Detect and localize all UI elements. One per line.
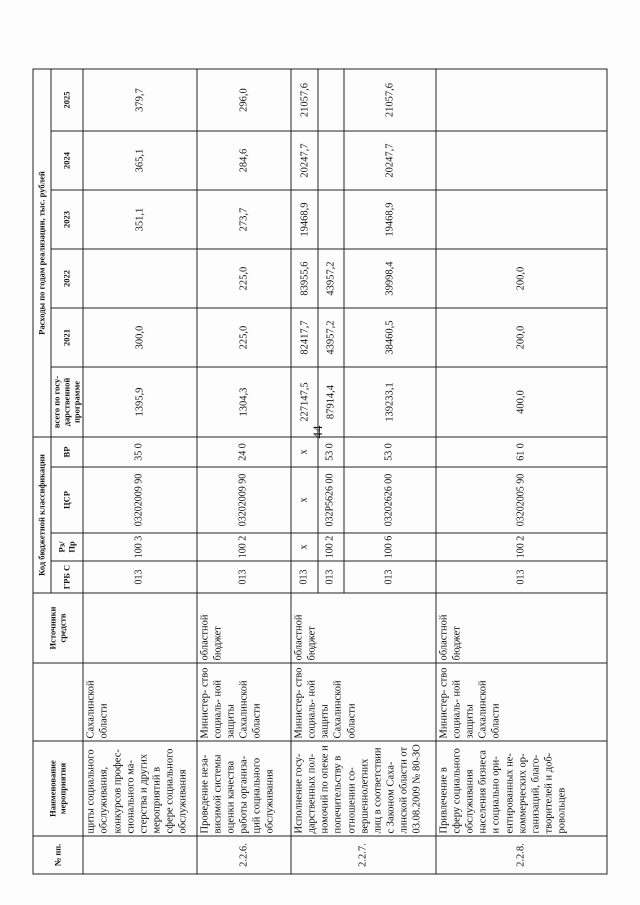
row-2023: 351,1 — [83, 190, 196, 249]
row-2022 — [83, 249, 196, 308]
table-row — [436, 69, 607, 874]
row-2024: 365,1 — [83, 131, 196, 190]
row-rzpr: 100 2 — [436, 533, 607, 561]
row-2024: 20247,7 — [344, 131, 436, 190]
row-2022: 225,0 — [197, 249, 291, 308]
row-2022: 39998,4 — [344, 249, 436, 308]
row-rzpr: 100 2 — [197, 533, 291, 561]
row-2025 — [436, 69, 607, 131]
header-grbs: ГРБ С — [51, 561, 83, 593]
table-row — [197, 69, 291, 874]
row-2021: 225,0 — [197, 308, 291, 367]
row-vr: x — [291, 437, 318, 467]
row-no — [83, 836, 196, 874]
row-2024: 284,6 — [197, 131, 291, 190]
row-2022: 200,0 — [436, 249, 607, 308]
header-year-2024: 2024 — [51, 131, 83, 190]
header-year-2025: 2025 — [51, 69, 83, 131]
row-no: 2.2.6. — [197, 836, 291, 874]
row-csr: 03202005 90 — [436, 467, 607, 533]
row-executor: Сахалинской области — [83, 663, 196, 741]
row-csr: 032P5626 00 — [318, 467, 343, 533]
header-no: № пп. — [33, 836, 83, 874]
rotated-table-wrapper — [33, 70, 608, 875]
row-name: щиты социального обслуживания, конкурсов профес- сионального ма- стерства и других мероприятий в сфере социального обслуживания — [83, 741, 196, 836]
row-2022: 83955,6 — [291, 249, 318, 308]
header-year-2023: 2023 — [51, 190, 83, 249]
row-2025: 21057,6 — [344, 69, 436, 131]
header-name: Наименование мероприятия — [33, 741, 83, 836]
row-total: 400,0 — [436, 367, 607, 437]
row-2021: 82417,7 — [291, 308, 318, 367]
row-csr: x — [291, 467, 318, 533]
header-csr: ЦСР — [51, 467, 83, 533]
row-rzpr: 100 3 — [83, 533, 196, 561]
row-name: Привлечение в сферу социального обслуживания населения бизнеса и социально ори- ентированных не- коммерческих ор- ганизаций, благо- творителей и доб- ровольцев — [436, 741, 607, 836]
row-grbs: 013 — [436, 561, 607, 593]
row-total: 1304,3 — [197, 367, 291, 437]
row-2025: 21057,6 — [291, 69, 318, 131]
row-vr: 35 0 — [83, 437, 196, 467]
table-row — [291, 69, 318, 874]
program-expenses-table — [33, 69, 608, 875]
row-no: 2.2.7. — [291, 836, 436, 874]
row-2025: 379,7 — [83, 69, 196, 131]
header-expenses-group: Расходы по годам реализации, тыс. рублей — [33, 69, 51, 437]
row-2024 — [318, 131, 343, 190]
row-2022: 43957,2 — [318, 249, 343, 308]
row-2025: 296,0 — [197, 69, 291, 131]
row-grbs: 013 — [291, 561, 318, 593]
row-2023: 19468,9 — [291, 190, 318, 249]
row-2021: 200,0 — [436, 308, 607, 367]
row-rzpr: 100 6 — [344, 533, 436, 561]
row-total: 87914,4 — [318, 367, 343, 437]
row-vr: 53 0 — [318, 437, 343, 467]
header-executor — [33, 663, 83, 741]
row-csr: 03202626 00 — [344, 467, 436, 533]
row-total: 227147,5 — [291, 367, 318, 437]
header-total: всего по госу- дарственной программе — [51, 367, 83, 437]
row-source: областной бюджет — [291, 593, 436, 663]
row-2021: 43957,2 — [318, 308, 343, 367]
header-year-2021: 2021 — [51, 308, 83, 367]
row-vr: 24 0 — [197, 437, 291, 467]
row-2025 — [318, 69, 343, 131]
row-name: Проведение неза- висимой системы оценки качества работы организа- ций социального обслуживания — [197, 741, 291, 836]
row-2023 — [436, 190, 607, 249]
header-year-2022: 2022 — [51, 249, 83, 308]
row-vr: 61 0 — [436, 437, 607, 467]
row-total: 139233,1 — [344, 367, 436, 437]
row-source: областной бюджет — [436, 593, 607, 663]
row-2023: 273,7 — [197, 190, 291, 249]
row-source: областной бюджет — [197, 593, 291, 663]
row-executor: Министер- ство социаль- ной защиты Сахалинской области — [436, 663, 607, 741]
row-grbs: 013 — [318, 561, 343, 593]
header-source: Источники средств — [33, 593, 83, 663]
row-vr: 53 0 — [344, 437, 436, 467]
row-no: 2.2.8. — [436, 836, 607, 874]
row-csr: 03202009 90 — [197, 467, 291, 533]
row-2021: 300,0 — [83, 308, 196, 367]
header-rzpr: Рз/ Пр — [51, 533, 83, 561]
page-number: 44 — [310, 425, 325, 439]
row-executor: Министер- ство социаль- ной защиты Сахалинской области — [291, 663, 436, 741]
row-total: 1395,9 — [83, 367, 196, 437]
row-rzpr: x — [291, 533, 318, 561]
row-2024 — [436, 131, 607, 190]
row-source — [83, 593, 196, 663]
header-vr: ВР — [51, 437, 83, 467]
row-2023: 19468,9 — [344, 190, 436, 249]
row-csr: 03202009 90 — [83, 467, 196, 533]
row-name: Исполнение госу- дарственных пол- номочий по опеке и попечительству в отношении со- вершеннолетних лиц в соответствии с Законом Саха- линской области от 03.08.2009 № 80-ЗО — [291, 741, 436, 836]
row-executor: Министер- ство социаль- ной защиты Сахалинской области — [197, 663, 291, 741]
row-grbs: 013 — [344, 561, 436, 593]
row-rzpr: 100 2 — [318, 533, 343, 561]
row-2024: 20247,7 — [291, 131, 318, 190]
row-grbs: 013 — [197, 561, 291, 593]
header-kbk-group: Код бюджетной классификации — [33, 437, 51, 593]
table-row — [83, 69, 196, 874]
row-2023 — [318, 190, 343, 249]
row-grbs: 013 — [83, 561, 196, 593]
row-2021: 38460,5 — [344, 308, 436, 367]
